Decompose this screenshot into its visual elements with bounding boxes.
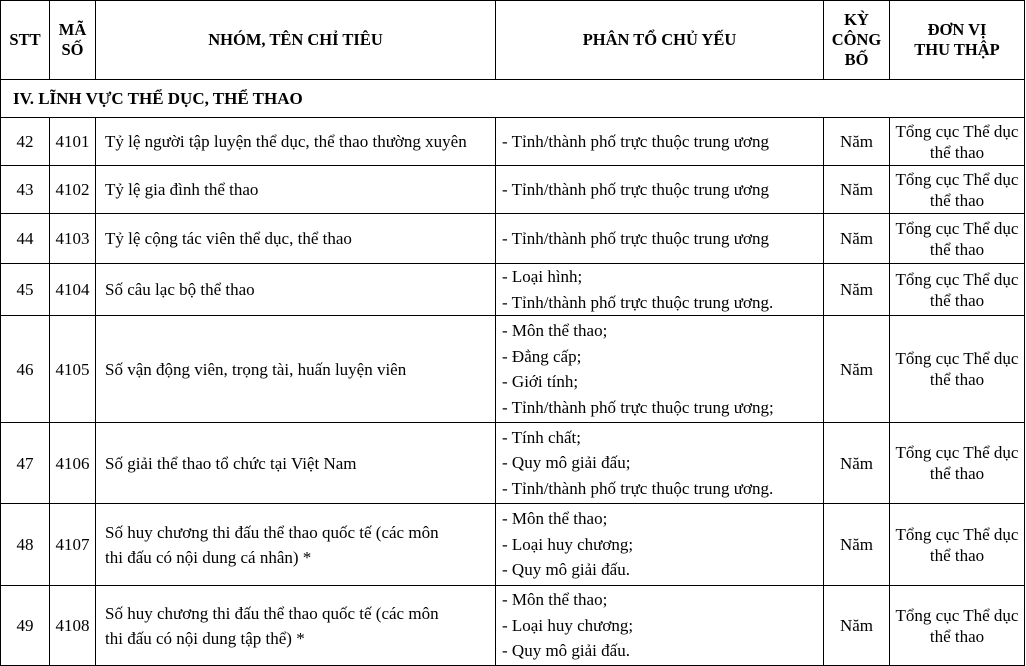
row-agency bbox=[890, 118, 1025, 166]
header-ma-so: MÃ SỐ bbox=[50, 1, 96, 80]
indicator-name-line: Số huy chương thi đấu thể thao quốc tế (các môn bbox=[105, 603, 439, 623]
row-ma-so: 4105 bbox=[50, 316, 96, 423]
table-row bbox=[1, 118, 1025, 166]
agency-line: Tổng cục Thể dục bbox=[895, 169, 1019, 189]
row-period: Năm bbox=[824, 264, 890, 316]
row-breakdown bbox=[496, 316, 824, 423]
indicator-name-line: Số huy chương thi đấu thể thao quốc tế (các môn bbox=[105, 522, 439, 542]
row-period: Năm bbox=[824, 504, 890, 586]
breakdown-item: - Tỉnh/thành phố trực thuộc trung ương bbox=[502, 131, 769, 151]
breakdown-item: - Môn thể thao; bbox=[502, 321, 608, 340]
row-ma-so: 4101 bbox=[50, 118, 96, 166]
row-breakdown bbox=[496, 118, 824, 166]
row-agency bbox=[890, 586, 1025, 666]
row-stt: 48 bbox=[1, 504, 50, 586]
agency-line: thể thao bbox=[929, 190, 985, 210]
row-stt: 44 bbox=[1, 214, 50, 264]
header-breakdown: PHÂN TỔ CHỦ YẾU bbox=[496, 1, 824, 80]
row-period: Năm bbox=[824, 423, 890, 504]
breakdown-item: - Quy mô giải đấu; bbox=[502, 453, 631, 473]
agency-line: thể thao bbox=[929, 142, 985, 162]
row-indicator-name bbox=[96, 264, 496, 316]
table-row bbox=[1, 316, 1025, 423]
indicator-name-line: Số giải thể thao tổ chức tại Việt Nam bbox=[105, 453, 357, 473]
row-stt: 49 bbox=[1, 586, 50, 666]
indicator-name-line: thi đấu có nội dung tập thể) * bbox=[105, 628, 305, 648]
row-agency bbox=[890, 423, 1025, 504]
row-breakdown bbox=[496, 504, 824, 586]
row-breakdown bbox=[496, 586, 824, 666]
agency-line: Tổng cục Thể dục bbox=[895, 349, 1019, 368]
agency-line: Tổng cục Thể dục bbox=[895, 218, 1019, 238]
breakdown-item: - Tính chất; bbox=[502, 427, 581, 447]
breakdown-item: - Môn thể thao; bbox=[502, 509, 608, 529]
breakdown-item: - Loại huy chương; bbox=[502, 534, 634, 554]
table-header-row bbox=[1, 1, 1025, 80]
header-stt: STT bbox=[1, 1, 50, 80]
breakdown-item: - Tỉnh/thành phố trực thuộc trung ương bbox=[502, 179, 769, 199]
agency-line: Tổng cục Thể dục bbox=[895, 524, 1019, 544]
row-indicator-name bbox=[96, 586, 496, 666]
agency-line: thể thao bbox=[929, 370, 985, 389]
row-period: Năm bbox=[824, 316, 890, 423]
header-indicator-name: NHÓM, TÊN CHỈ TIÊU bbox=[96, 1, 496, 80]
agency-line: thể thao bbox=[929, 290, 985, 310]
row-indicator-name bbox=[96, 423, 496, 504]
section-row bbox=[1, 80, 1025, 118]
table-row bbox=[1, 423, 1025, 504]
row-agency bbox=[890, 316, 1025, 423]
breakdown-item: - Loại huy chương; bbox=[502, 615, 634, 635]
indicator-name-line: Tỷ lệ cộng tác viên thể dục, thể thao bbox=[105, 229, 352, 248]
row-ma-so: 4106 bbox=[50, 423, 96, 504]
indicator-name-line: Số câu lạc bộ thể thao bbox=[105, 280, 255, 299]
row-indicator-name bbox=[96, 166, 496, 214]
row-period: Năm bbox=[824, 118, 890, 166]
row-ma-so: 4108 bbox=[50, 586, 96, 666]
table-row bbox=[1, 264, 1025, 316]
agency-line: thể thao bbox=[929, 239, 985, 259]
row-agency bbox=[890, 264, 1025, 316]
table-row bbox=[1, 166, 1025, 214]
row-breakdown bbox=[496, 214, 824, 264]
row-indicator-name bbox=[96, 118, 496, 166]
indicator-name-line: thi đấu có nội dung cá nhân) * bbox=[105, 547, 312, 567]
row-stt: 47 bbox=[1, 423, 50, 504]
indicator-name-line: Tỷ lệ gia đình thể thao bbox=[105, 180, 259, 199]
row-breakdown bbox=[496, 423, 824, 504]
row-ma-so: 4107 bbox=[50, 504, 96, 586]
row-breakdown bbox=[496, 264, 824, 316]
breakdown-item: - Tỉnh/thành phố trực thuộc trung ương bbox=[502, 228, 769, 248]
indicator-name-line: Tỷ lệ người tập luyện thể dục, thể thao thường xuyên bbox=[105, 132, 467, 151]
breakdown-item: - Loại hình; bbox=[502, 267, 583, 286]
header-agency: ĐƠN VỊ THU THẬP bbox=[890, 1, 1025, 80]
breakdown-item: - Giới tính; bbox=[502, 372, 579, 391]
header-period: KỲ CÔNG BỐ bbox=[824, 1, 890, 80]
table-row bbox=[1, 504, 1025, 586]
breakdown-item: - Tỉnh/thành phố trực thuộc trung ương. bbox=[502, 292, 774, 312]
breakdown-item: - Đẳng cấp; bbox=[502, 346, 582, 366]
row-indicator-name bbox=[96, 504, 496, 586]
row-agency bbox=[890, 214, 1025, 264]
breakdown-item: - Tỉnh/thành phố trực thuộc trung ương; bbox=[502, 397, 774, 417]
row-ma-so: 4102 bbox=[50, 166, 96, 214]
row-stt: 45 bbox=[1, 264, 50, 316]
breakdown-item: - Môn thể thao; bbox=[502, 590, 608, 610]
indicator-name-line: Số vận động viên, trọng tài, huấn luyện viên bbox=[105, 359, 407, 379]
row-ma-so: 4103 bbox=[50, 214, 96, 264]
agency-line: Tổng cục Thể dục bbox=[895, 269, 1019, 289]
breakdown-item: - Quy mô giải đấu. bbox=[502, 560, 630, 580]
row-period: Năm bbox=[824, 166, 890, 214]
table-row bbox=[1, 586, 1025, 666]
row-stt: 43 bbox=[1, 166, 50, 214]
section-title: IV. LĨNH VỰC THỂ DỤC, THỂ THAO bbox=[1, 80, 1025, 118]
row-agency bbox=[890, 504, 1025, 586]
row-breakdown bbox=[496, 166, 824, 214]
table-row bbox=[1, 214, 1025, 264]
row-period: Năm bbox=[824, 214, 890, 264]
row-period: Năm bbox=[824, 586, 890, 666]
breakdown-item: - Quy mô giải đấu. bbox=[502, 641, 630, 661]
agency-line: Tổng cục Thể dục bbox=[895, 443, 1019, 462]
row-agency bbox=[890, 166, 1025, 214]
row-stt: 42 bbox=[1, 118, 50, 166]
agency-line: thể thao bbox=[929, 545, 985, 565]
breakdown-item: - Tỉnh/thành phố trực thuộc trung ương. bbox=[502, 478, 774, 498]
row-indicator-name bbox=[96, 316, 496, 423]
row-indicator-name bbox=[96, 214, 496, 264]
agency-line: thể thao bbox=[929, 626, 985, 646]
agency-line: Tổng cục Thể dục bbox=[895, 121, 1019, 141]
row-ma-so: 4104 bbox=[50, 264, 96, 316]
agency-line: thể thao bbox=[929, 464, 985, 483]
agency-line: Tổng cục Thể dục bbox=[895, 605, 1019, 625]
row-stt: 46 bbox=[1, 316, 50, 423]
